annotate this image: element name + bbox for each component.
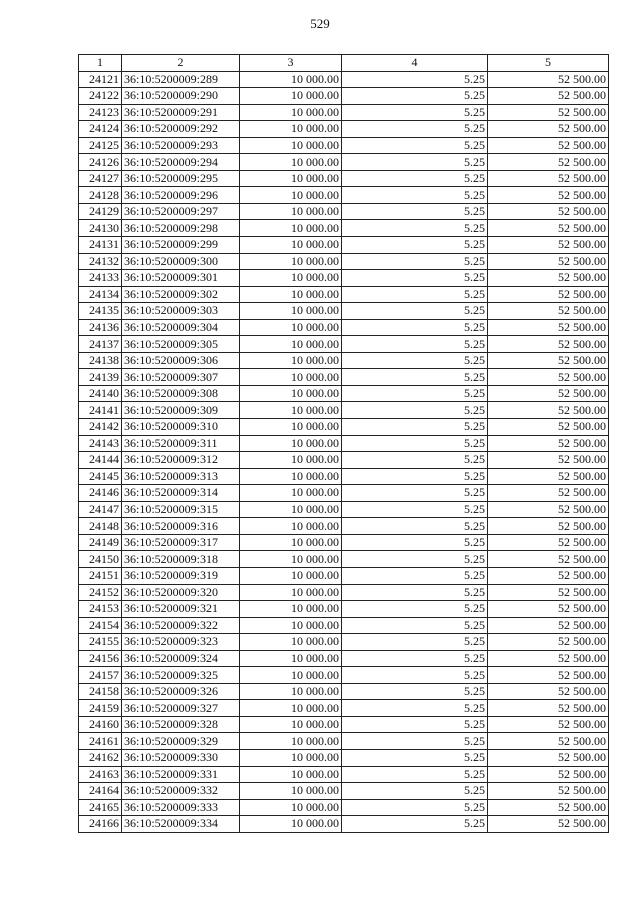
row-number-cell: 24160: [79, 716, 122, 733]
column-header-5: 5: [488, 55, 609, 72]
row-number-cell: 24165: [79, 799, 122, 816]
row-number-cell: 24141: [79, 402, 122, 419]
area-cell: 10 000.00: [240, 667, 342, 684]
area-cell: 10 000.00: [240, 634, 342, 651]
amount-cell: 52 500.00: [488, 518, 609, 535]
table-row: [79, 534, 609, 551]
amount-cell: 52 500.00: [488, 435, 609, 452]
row-number-cell: 24162: [79, 749, 122, 766]
amount-cell: 52 500.00: [488, 534, 609, 551]
rate-cell: 5.25: [342, 369, 488, 386]
cadastral-number-cell: 36:10:5200009:295: [122, 170, 240, 187]
rate-cell: 5.25: [342, 485, 488, 502]
area-cell: 10 000.00: [240, 716, 342, 733]
rate-cell: 5.25: [342, 137, 488, 154]
column-header-4: 4: [342, 55, 488, 72]
cadastral-number-cell: 36:10:5200009:315: [122, 501, 240, 518]
area-cell: 10 000.00: [240, 385, 342, 402]
table-row: [79, 237, 609, 254]
row-number-cell: 24144: [79, 452, 122, 469]
row-number-cell: 24161: [79, 733, 122, 750]
cadastral-number-cell: 36:10:5200009:333: [122, 799, 240, 816]
table-row: [79, 567, 609, 584]
table-row: [79, 667, 609, 684]
amount-cell: 52 500.00: [488, 667, 609, 684]
table-row: [79, 733, 609, 750]
row-number-cell: 24146: [79, 485, 122, 502]
table-row: [79, 601, 609, 618]
row-number-cell: 24151: [79, 567, 122, 584]
area-cell: 10 000.00: [240, 303, 342, 320]
cadastral-number-cell: 36:10:5200009:314: [122, 485, 240, 502]
area-cell: 10 000.00: [240, 137, 342, 154]
amount-cell: 52 500.00: [488, 336, 609, 353]
amount-cell: 52 500.00: [488, 303, 609, 320]
rate-cell: 5.25: [342, 88, 488, 105]
row-number-cell: 24159: [79, 700, 122, 717]
rate-cell: 5.25: [342, 534, 488, 551]
row-number-cell: 24121: [79, 71, 122, 88]
rate-cell: 5.25: [342, 286, 488, 303]
row-number-cell: 24139: [79, 369, 122, 386]
cadastral-number-cell: 36:10:5200009:319: [122, 567, 240, 584]
area-cell: 10 000.00: [240, 501, 342, 518]
table-row: [79, 203, 609, 220]
amount-cell: 52 500.00: [488, 601, 609, 618]
amount-cell: 52 500.00: [488, 319, 609, 336]
amount-cell: 52 500.00: [488, 253, 609, 270]
table-row: [79, 683, 609, 700]
row-number-cell: 24135: [79, 303, 122, 320]
table-row: [79, 154, 609, 171]
area-cell: 10 000.00: [240, 485, 342, 502]
column-header-3: 3: [240, 55, 342, 72]
table-row: [79, 700, 609, 717]
area-cell: 10 000.00: [240, 733, 342, 750]
row-number-cell: 24137: [79, 336, 122, 353]
rate-cell: 5.25: [342, 419, 488, 436]
row-number-cell: 24125: [79, 137, 122, 154]
area-cell: 10 000.00: [240, 799, 342, 816]
area-cell: 10 000.00: [240, 187, 342, 204]
cadastral-number-cell: 36:10:5200009:291: [122, 104, 240, 121]
table-row: [79, 352, 609, 369]
amount-cell: 52 500.00: [488, 716, 609, 733]
amount-cell: 52 500.00: [488, 104, 609, 121]
area-cell: 10 000.00: [240, 419, 342, 436]
rate-cell: 5.25: [342, 303, 488, 320]
cadastral-number-cell: 36:10:5200009:302: [122, 286, 240, 303]
area-cell: 10 000.00: [240, 253, 342, 270]
rate-cell: 5.25: [342, 435, 488, 452]
amount-cell: 52 500.00: [488, 551, 609, 568]
table-row: [79, 187, 609, 204]
cadastral-number-cell: 36:10:5200009:306: [122, 352, 240, 369]
row-number-cell: 24154: [79, 617, 122, 634]
amount-cell: 52 500.00: [488, 683, 609, 700]
area-cell: 10 000.00: [240, 121, 342, 138]
table-row: [79, 551, 609, 568]
table-row: [79, 799, 609, 816]
table-row: [79, 270, 609, 287]
row-number-cell: 24123: [79, 104, 122, 121]
table-row: [79, 104, 609, 121]
area-cell: 10 000.00: [240, 567, 342, 584]
amount-cell: 52 500.00: [488, 650, 609, 667]
amount-cell: 52 500.00: [488, 799, 609, 816]
area-cell: 10 000.00: [240, 683, 342, 700]
area-cell: 10 000.00: [240, 319, 342, 336]
cadastral-number-cell: 36:10:5200009:304: [122, 319, 240, 336]
amount-cell: 52 500.00: [488, 352, 609, 369]
rate-cell: 5.25: [342, 270, 488, 287]
rate-cell: 5.25: [342, 452, 488, 469]
cadastral-number-cell: 36:10:5200009:317: [122, 534, 240, 551]
table-row: [79, 634, 609, 651]
amount-cell: 52 500.00: [488, 567, 609, 584]
area-cell: 10 000.00: [240, 369, 342, 386]
rate-cell: 5.25: [342, 352, 488, 369]
table-row: [79, 419, 609, 436]
row-number-cell: 24148: [79, 518, 122, 535]
amount-cell: 52 500.00: [488, 419, 609, 436]
area-cell: 10 000.00: [240, 402, 342, 419]
table-row: [79, 71, 609, 88]
land-plot-table: [78, 54, 609, 833]
area-cell: 10 000.00: [240, 551, 342, 568]
amount-cell: 52 500.00: [488, 187, 609, 204]
cadastral-number-cell: 36:10:5200009:334: [122, 816, 240, 833]
rate-cell: 5.25: [342, 402, 488, 419]
rate-cell: 5.25: [342, 816, 488, 833]
row-number-cell: 24140: [79, 385, 122, 402]
row-number-cell: 24131: [79, 237, 122, 254]
cadastral-number-cell: 36:10:5200009:316: [122, 518, 240, 535]
row-number-cell: 24152: [79, 584, 122, 601]
rate-cell: 5.25: [342, 551, 488, 568]
amount-cell: 52 500.00: [488, 584, 609, 601]
table-row: [79, 617, 609, 634]
amount-cell: 52 500.00: [488, 452, 609, 469]
area-cell: 10 000.00: [240, 270, 342, 287]
table-row: [79, 253, 609, 270]
cadastral-number-cell: 36:10:5200009:298: [122, 220, 240, 237]
row-number-cell: 24156: [79, 650, 122, 667]
rate-cell: 5.25: [342, 716, 488, 733]
amount-cell: 52 500.00: [488, 71, 609, 88]
amount-cell: 52 500.00: [488, 385, 609, 402]
area-cell: 10 000.00: [240, 203, 342, 220]
area-cell: 10 000.00: [240, 452, 342, 469]
table-body: [79, 71, 609, 832]
amount-cell: 52 500.00: [488, 501, 609, 518]
area-cell: 10 000.00: [240, 71, 342, 88]
table-row: [79, 650, 609, 667]
row-number-cell: 24164: [79, 783, 122, 800]
area-cell: 10 000.00: [240, 352, 342, 369]
row-number-cell: 24145: [79, 468, 122, 485]
table-row: [79, 402, 609, 419]
cadastral-number-cell: 36:10:5200009:313: [122, 468, 240, 485]
amount-cell: 52 500.00: [488, 485, 609, 502]
column-header-1: 1: [79, 55, 122, 72]
table-row: [79, 121, 609, 138]
cadastral-number-cell: 36:10:5200009:308: [122, 385, 240, 402]
cadastral-number-cell: 36:10:5200009:330: [122, 749, 240, 766]
rate-cell: 5.25: [342, 220, 488, 237]
table-row: [79, 452, 609, 469]
table-row: [79, 749, 609, 766]
table-row: [79, 584, 609, 601]
cadastral-number-cell: 36:10:5200009:305: [122, 336, 240, 353]
row-number-cell: 24124: [79, 121, 122, 138]
amount-cell: 52 500.00: [488, 121, 609, 138]
rate-cell: 5.25: [342, 567, 488, 584]
cadastral-number-cell: 36:10:5200009:294: [122, 154, 240, 171]
area-cell: 10 000.00: [240, 88, 342, 105]
row-number-cell: 24138: [79, 352, 122, 369]
amount-cell: 52 500.00: [488, 369, 609, 386]
amount-cell: 52 500.00: [488, 816, 609, 833]
cadastral-number-cell: 36:10:5200009:297: [122, 203, 240, 220]
table-row: [79, 501, 609, 518]
cadastral-number-cell: 36:10:5200009:292: [122, 121, 240, 138]
row-number-cell: 24132: [79, 253, 122, 270]
rate-cell: 5.25: [342, 700, 488, 717]
row-number-cell: 24157: [79, 667, 122, 684]
row-number-cell: 24166: [79, 816, 122, 833]
row-number-cell: 24147: [79, 501, 122, 518]
table-row: [79, 435, 609, 452]
cadastral-number-cell: 36:10:5200009:318: [122, 551, 240, 568]
amount-cell: 52 500.00: [488, 617, 609, 634]
row-number-cell: 24134: [79, 286, 122, 303]
rate-cell: 5.25: [342, 237, 488, 254]
cadastral-number-cell: 36:10:5200009:321: [122, 601, 240, 618]
rate-cell: 5.25: [342, 187, 488, 204]
cadastral-number-cell: 36:10:5200009:293: [122, 137, 240, 154]
rate-cell: 5.25: [342, 617, 488, 634]
amount-cell: 52 500.00: [488, 137, 609, 154]
row-number-cell: 24163: [79, 766, 122, 783]
cadastral-number-cell: 36:10:5200009:327: [122, 700, 240, 717]
row-number-cell: 24149: [79, 534, 122, 551]
area-cell: 10 000.00: [240, 783, 342, 800]
cadastral-number-cell: 36:10:5200009:307: [122, 369, 240, 386]
area-cell: 10 000.00: [240, 170, 342, 187]
table-row: [79, 468, 609, 485]
amount-cell: 52 500.00: [488, 237, 609, 254]
cadastral-number-cell: 36:10:5200009:300: [122, 253, 240, 270]
row-number-cell: 24143: [79, 435, 122, 452]
rate-cell: 5.25: [342, 319, 488, 336]
amount-cell: 52 500.00: [488, 468, 609, 485]
table-row: [79, 286, 609, 303]
rate-cell: 5.25: [342, 650, 488, 667]
table-row: [79, 766, 609, 783]
table-row: [79, 369, 609, 386]
rate-cell: 5.25: [342, 749, 488, 766]
area-cell: 10 000.00: [240, 220, 342, 237]
area-cell: 10 000.00: [240, 584, 342, 601]
table-row: [79, 783, 609, 800]
rate-cell: 5.25: [342, 783, 488, 800]
amount-cell: 52 500.00: [488, 220, 609, 237]
area-cell: 10 000.00: [240, 336, 342, 353]
row-number-cell: 24158: [79, 683, 122, 700]
rate-cell: 5.25: [342, 634, 488, 651]
rate-cell: 5.25: [342, 501, 488, 518]
table-row: [79, 170, 609, 187]
row-number-cell: 24150: [79, 551, 122, 568]
row-number-cell: 24126: [79, 154, 122, 171]
row-number-cell: 24155: [79, 634, 122, 651]
amount-cell: 52 500.00: [488, 700, 609, 717]
rate-cell: 5.25: [342, 766, 488, 783]
cadastral-number-cell: 36:10:5200009:320: [122, 584, 240, 601]
rate-cell: 5.25: [342, 799, 488, 816]
area-cell: 10 000.00: [240, 700, 342, 717]
cadastral-number-cell: 36:10:5200009:325: [122, 667, 240, 684]
cadastral-number-cell: 36:10:5200009:310: [122, 419, 240, 436]
cadastral-number-cell: 36:10:5200009:332: [122, 783, 240, 800]
row-number-cell: 24122: [79, 88, 122, 105]
cadastral-number-cell: 36:10:5200009:322: [122, 617, 240, 634]
rate-cell: 5.25: [342, 584, 488, 601]
rate-cell: 5.25: [342, 253, 488, 270]
cadastral-number-cell: 36:10:5200009:331: [122, 766, 240, 783]
rate-cell: 5.25: [342, 667, 488, 684]
row-number-cell: 24136: [79, 319, 122, 336]
cadastral-number-cell: 36:10:5200009:328: [122, 716, 240, 733]
area-cell: 10 000.00: [240, 435, 342, 452]
amount-cell: 52 500.00: [488, 766, 609, 783]
amount-cell: 52 500.00: [488, 88, 609, 105]
table-row: [79, 319, 609, 336]
area-cell: 10 000.00: [240, 286, 342, 303]
row-number-cell: 24153: [79, 601, 122, 618]
area-cell: 10 000.00: [240, 237, 342, 254]
cadastral-number-cell: 36:10:5200009:312: [122, 452, 240, 469]
row-number-cell: 24130: [79, 220, 122, 237]
table-row: [79, 816, 609, 833]
row-number-cell: 24129: [79, 203, 122, 220]
rate-cell: 5.25: [342, 385, 488, 402]
rate-cell: 5.25: [342, 170, 488, 187]
cadastral-number-cell: 36:10:5200009:326: [122, 683, 240, 700]
rate-cell: 5.25: [342, 468, 488, 485]
area-cell: 10 000.00: [240, 650, 342, 667]
amount-cell: 52 500.00: [488, 170, 609, 187]
cadastral-number-cell: 36:10:5200009:299: [122, 237, 240, 254]
cadastral-number-cell: 36:10:5200009:323: [122, 634, 240, 651]
rate-cell: 5.25: [342, 121, 488, 138]
area-cell: 10 000.00: [240, 534, 342, 551]
area-cell: 10 000.00: [240, 104, 342, 121]
amount-cell: 52 500.00: [488, 203, 609, 220]
table-row: [79, 336, 609, 353]
amount-cell: 52 500.00: [488, 733, 609, 750]
area-cell: 10 000.00: [240, 749, 342, 766]
rate-cell: 5.25: [342, 104, 488, 121]
area-cell: 10 000.00: [240, 518, 342, 535]
row-number-cell: 24127: [79, 170, 122, 187]
table-row: [79, 716, 609, 733]
rate-cell: 5.25: [342, 71, 488, 88]
area-cell: 10 000.00: [240, 617, 342, 634]
table-row: [79, 485, 609, 502]
amount-cell: 52 500.00: [488, 783, 609, 800]
area-cell: 10 000.00: [240, 154, 342, 171]
amount-cell: 52 500.00: [488, 154, 609, 171]
table-row: [79, 385, 609, 402]
table-row: [79, 88, 609, 105]
rate-cell: 5.25: [342, 733, 488, 750]
cadastral-number-cell: 36:10:5200009:289: [122, 71, 240, 88]
table-row: [79, 137, 609, 154]
rate-cell: 5.25: [342, 683, 488, 700]
table-row: [79, 220, 609, 237]
area-cell: 10 000.00: [240, 468, 342, 485]
area-cell: 10 000.00: [240, 601, 342, 618]
amount-cell: 52 500.00: [488, 634, 609, 651]
rate-cell: 5.25: [342, 154, 488, 171]
area-cell: 10 000.00: [240, 766, 342, 783]
rate-cell: 5.25: [342, 518, 488, 535]
row-number-cell: 24142: [79, 419, 122, 436]
cadastral-number-cell: 36:10:5200009:309: [122, 402, 240, 419]
column-header-2: 2: [122, 55, 240, 72]
amount-cell: 52 500.00: [488, 270, 609, 287]
table-row: [79, 518, 609, 535]
cadastral-number-cell: 36:10:5200009:329: [122, 733, 240, 750]
row-number-cell: 24133: [79, 270, 122, 287]
cadastral-number-cell: 36:10:5200009:296: [122, 187, 240, 204]
amount-cell: 52 500.00: [488, 402, 609, 419]
table-row: [79, 303, 609, 320]
amount-cell: 52 500.00: [488, 749, 609, 766]
row-number-cell: 24128: [79, 187, 122, 204]
cadastral-number-cell: 36:10:5200009:311: [122, 435, 240, 452]
amount-cell: 52 500.00: [488, 286, 609, 303]
rate-cell: 5.25: [342, 601, 488, 618]
rate-cell: 5.25: [342, 203, 488, 220]
page-number: 529: [310, 16, 330, 31]
cadastral-number-cell: 36:10:5200009:301: [122, 270, 240, 287]
rate-cell: 5.25: [342, 336, 488, 353]
table-header-row: [79, 55, 609, 72]
cadastral-number-cell: 36:10:5200009:324: [122, 650, 240, 667]
cadastral-number-cell: 36:10:5200009:303: [122, 303, 240, 320]
area-cell: 10 000.00: [240, 816, 342, 833]
cadastral-number-cell: 36:10:5200009:290: [122, 88, 240, 105]
